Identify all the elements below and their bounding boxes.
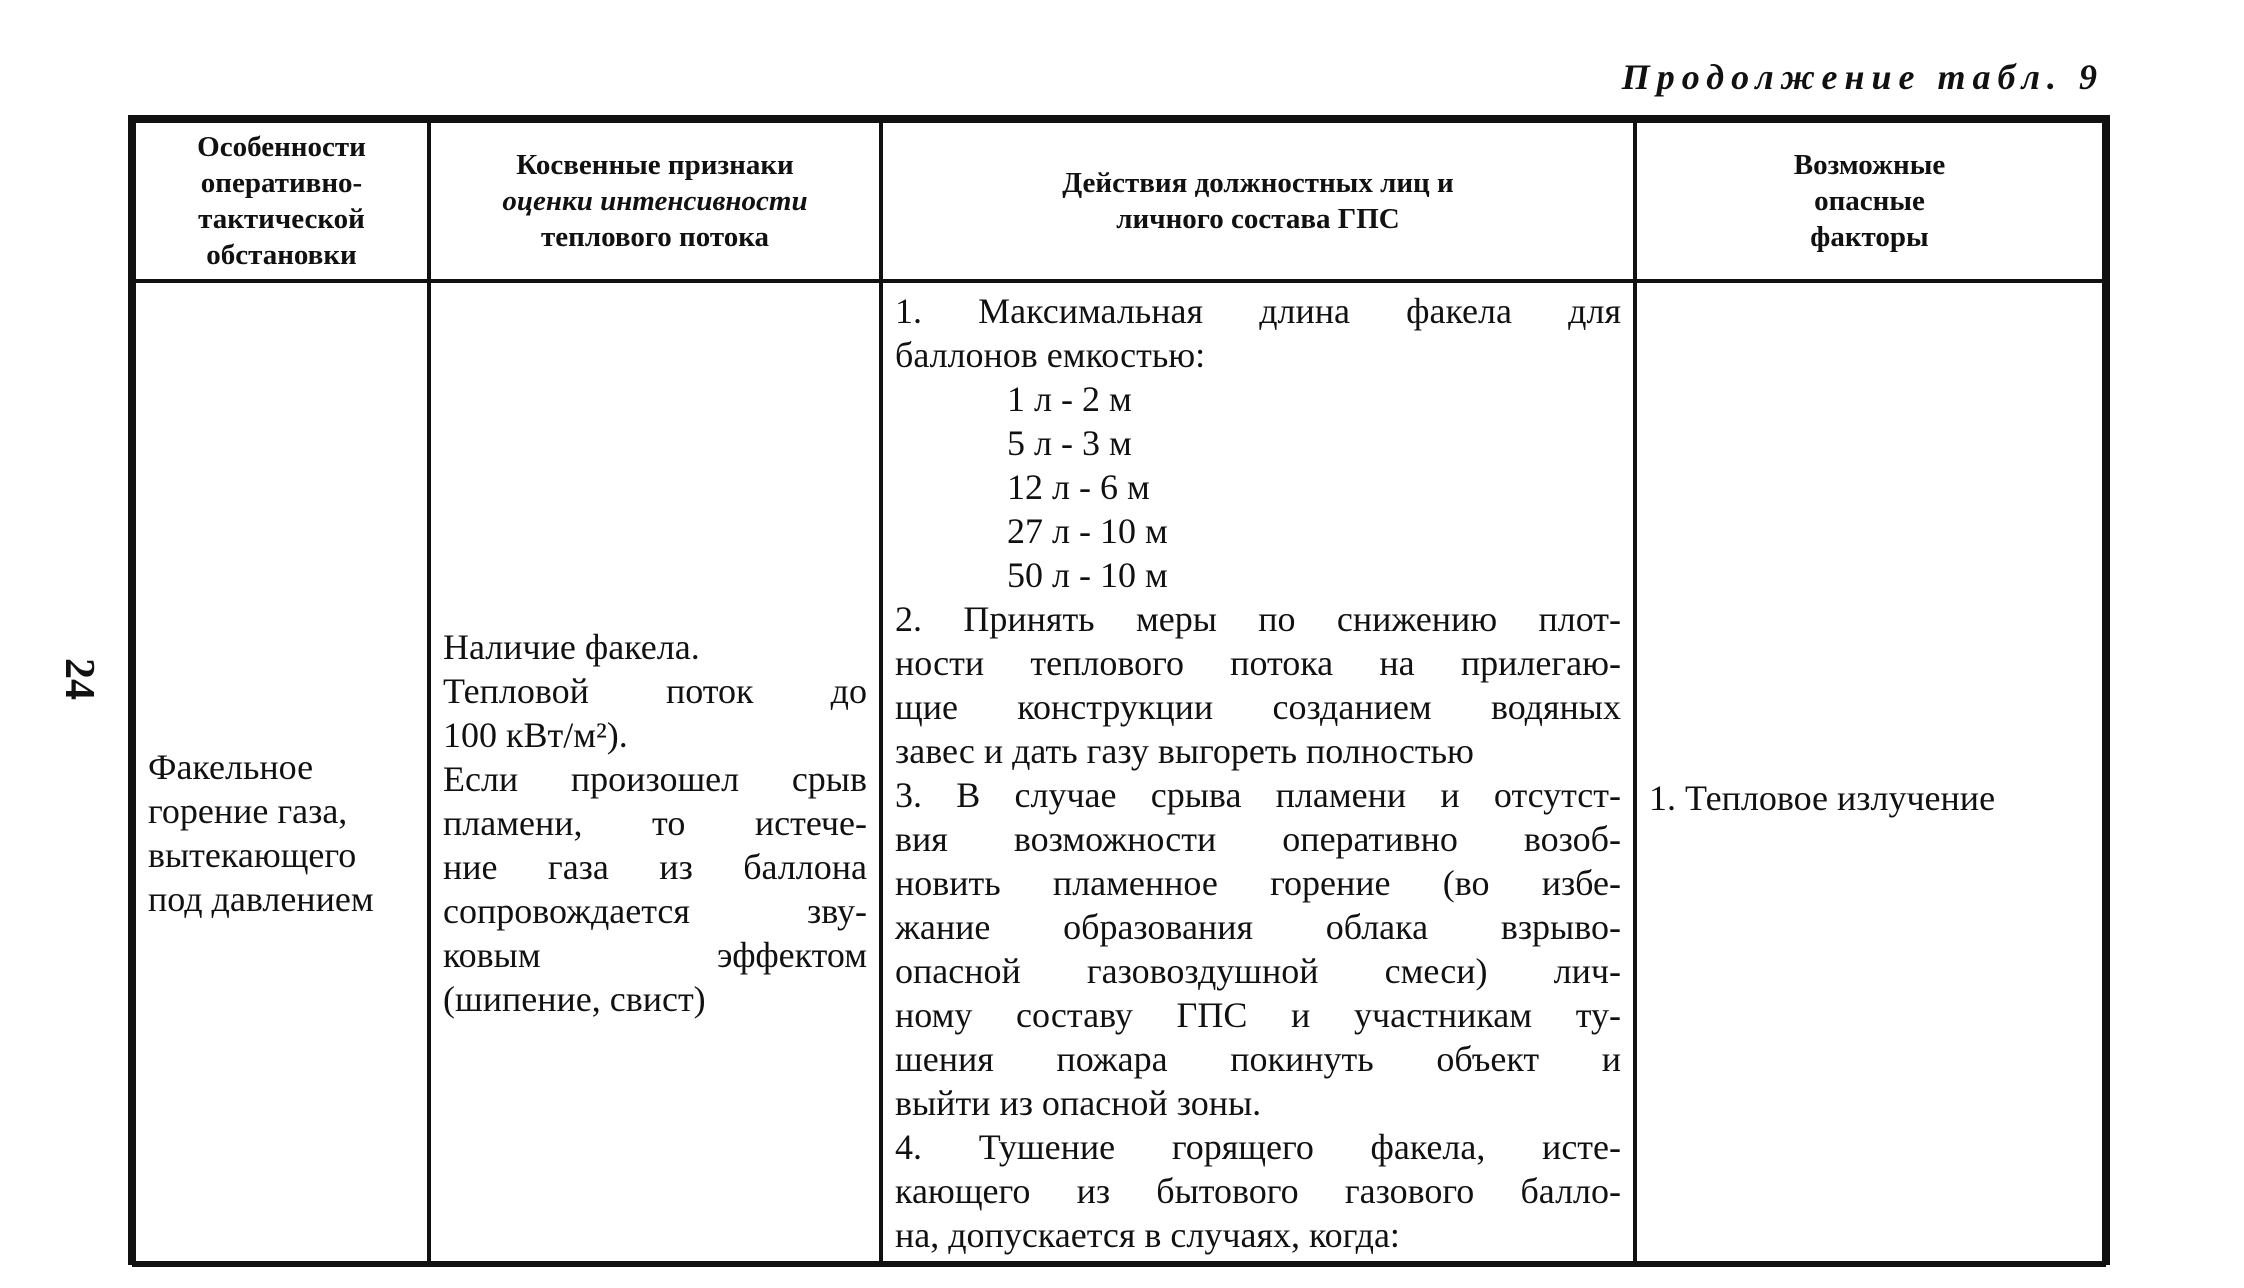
signs-line: пламени, то истече- xyxy=(443,803,867,843)
actions-line: 50 л - 10 м xyxy=(1007,555,1168,595)
actions-line: баллонов емкостью: xyxy=(895,335,1206,375)
actions-line: на, допускается в случаях, когда: xyxy=(895,1215,1400,1255)
actions-line: 5 л - 3 м xyxy=(1007,423,1132,463)
signs-line: 100 кВт/м²). xyxy=(443,715,628,755)
signs-line: сопровождается зву- xyxy=(443,891,867,931)
signs-line: ковым эффектом xyxy=(443,935,867,975)
actions-line: 2. Принять меры по снижению плот- xyxy=(895,599,1621,639)
actions-cell xyxy=(881,281,1635,1265)
header-line: факторы xyxy=(1810,221,1929,254)
header-line: Особенности xyxy=(197,130,366,163)
signs-line: (шипение, свист) xyxy=(443,979,706,1019)
header-line: тактической xyxy=(198,203,365,235)
header-hazard-factors xyxy=(1635,121,2104,281)
header-line: Косвенные признаки xyxy=(516,148,794,181)
fire-actions-table xyxy=(132,119,2106,1267)
actions-line: жание образования облака взрыво- xyxy=(895,907,1621,947)
actions-line: вия возможности оперативно возоб- xyxy=(895,819,1621,859)
actions-line: 1 л - 2 м xyxy=(1007,379,1132,419)
header-indirect-signs xyxy=(429,121,881,281)
hazard-item: 1. Тепловое излучение xyxy=(1649,778,1996,818)
actions-line: 27 л - 10 м xyxy=(1007,511,1168,551)
data-table xyxy=(128,115,2110,1265)
table-continuation-caption: Продолжение табл. 9 xyxy=(1621,57,2104,97)
actions-line: новить пламенное горение (во избе- xyxy=(895,863,1621,903)
signs-line: Если произошел срыв xyxy=(443,759,867,799)
hazards-cell xyxy=(1635,281,2104,1265)
header-line: обстановки xyxy=(206,239,357,272)
table-row xyxy=(134,281,2104,1265)
signs-cell xyxy=(429,281,881,1265)
actions-line: ности теплового потока на прилегаю- xyxy=(895,643,1621,683)
header-line: опасные xyxy=(1814,184,1925,217)
actions-line: опасной газовоздушной смеси) лич- xyxy=(895,951,1621,991)
situation-line: вытекающего xyxy=(148,835,357,875)
actions-line: 4. Тушение горящего факела, исте- xyxy=(895,1127,1621,1167)
signs-line: Тепловой поток до xyxy=(443,671,867,711)
actions-line: 1. Максимальная длина факела для xyxy=(895,291,1621,331)
actions-line: 3. В случае срыва пламени и отсутст- xyxy=(895,775,1621,815)
signs-line: Наличие факела. xyxy=(443,627,700,667)
page-number: 24 xyxy=(56,658,102,700)
header-operational-situation xyxy=(134,121,429,281)
situation-line: под давлением xyxy=(148,879,374,919)
actions-line: кающего из бытового газового балло- xyxy=(895,1171,1621,1211)
table-header-row xyxy=(134,121,2104,281)
header-line: оперативно- xyxy=(200,166,363,199)
situation-line: Факельное xyxy=(148,747,314,787)
situation-cell xyxy=(134,281,429,1265)
header-line: теплового потока xyxy=(541,221,769,254)
header-personnel-actions xyxy=(881,121,1635,281)
header-line: Действия должностных лиц и xyxy=(1062,166,1454,199)
actions-line: щие конструкции созданием водяных xyxy=(895,687,1621,727)
actions-line: ному составу ГПС и участникам ту- xyxy=(895,995,1621,1035)
signs-line: ние газа из баллона xyxy=(443,847,867,887)
actions-line: шения пожара покинуть объект и xyxy=(895,1039,1621,1079)
header-line: Возможные xyxy=(1793,148,1946,181)
actions-line: завес и дать газу выгореть полностью xyxy=(895,731,1474,771)
actions-line: 12 л - 6 м xyxy=(1007,467,1150,507)
actions-line: выйти из опасной зоны. xyxy=(895,1083,1262,1123)
situation-line: горение газа, xyxy=(148,791,348,831)
header-line: оценки интенсивности xyxy=(502,184,808,217)
header-line: личного состава ГПС xyxy=(1116,203,1400,235)
